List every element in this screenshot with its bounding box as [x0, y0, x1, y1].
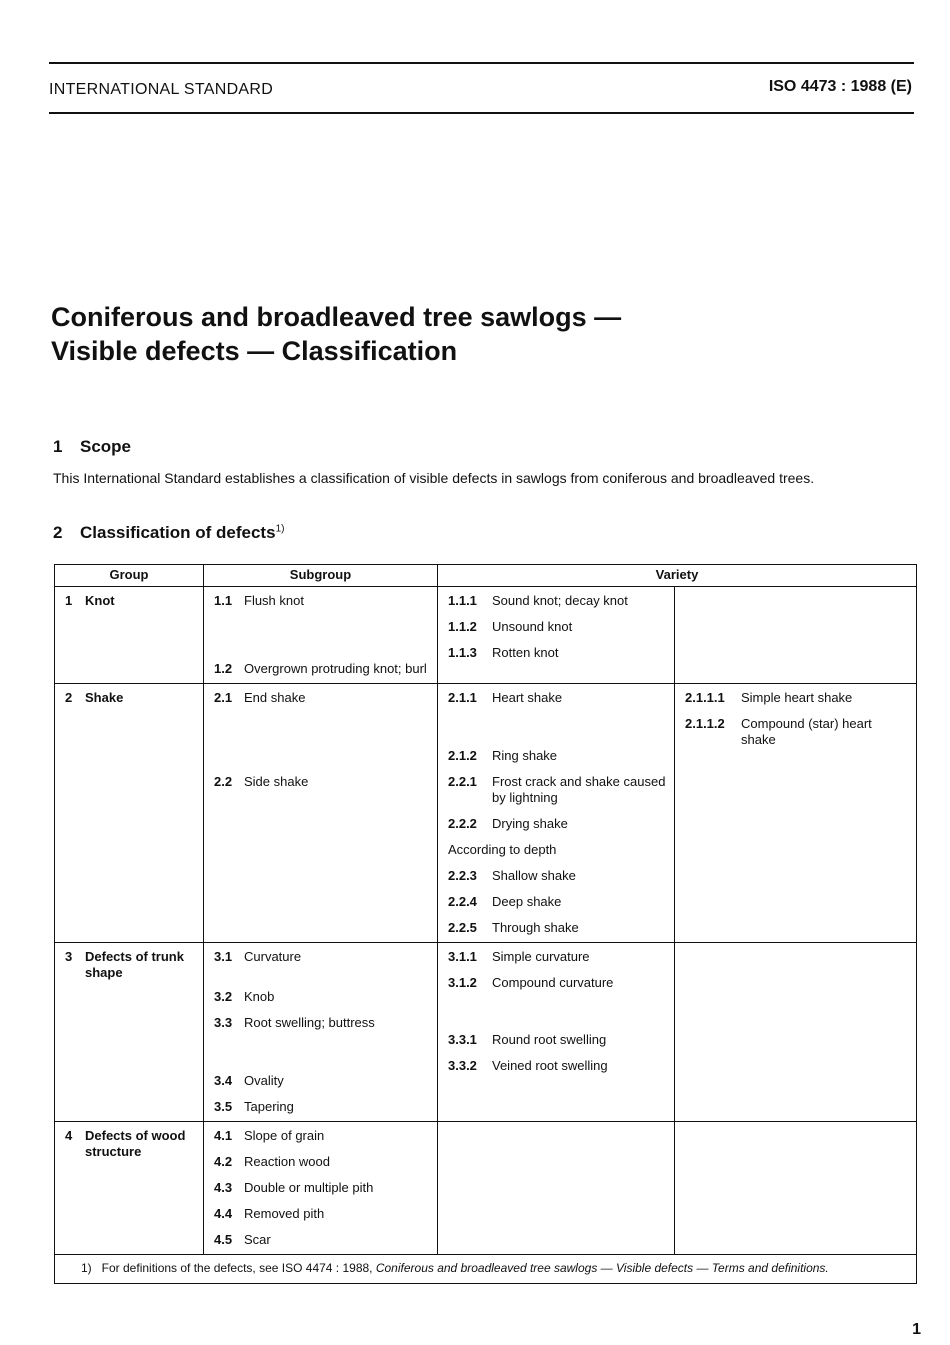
classification-title: Classification of defects: [80, 523, 276, 542]
list-item: 3.1 Curvature: [214, 949, 302, 964]
group-number: 1: [65, 593, 73, 608]
document-title: [51, 300, 621, 368]
list-item: 1.1.1 Sound knot; decay knot: [448, 593, 628, 608]
scope-title: Scope: [80, 437, 132, 456]
list-item: 3.1.2 Compound curvature: [448, 975, 614, 990]
header-subgroup: Subgroup: [204, 565, 438, 587]
table-row: [55, 943, 917, 1122]
list-item: 2.1.1 Heart shake: [448, 690, 563, 705]
title-line-1: Coniferous and broadleaved tree sawlogs —: [51, 302, 622, 332]
footnote: [55, 1255, 917, 1284]
variety-subcell: [675, 684, 917, 943]
list-item: 1.2 Overgrown protruding knot; burl: [214, 661, 427, 676]
page-number: 1: [912, 1321, 921, 1338]
list-item: 2.2 Side shake: [214, 774, 309, 789]
header-top-rule: [49, 62, 914, 64]
header-group: Group: [55, 565, 204, 587]
variety-subcell: [675, 943, 917, 1122]
list-item: 2.2.2 Drying shake: [448, 816, 568, 831]
footnote-text: For definitions of the defects, see ISO 4474 : 1988,: [101, 1261, 376, 1275]
title-line-2: Visible defects — Classification: [51, 336, 458, 366]
scope-heading: [53, 437, 131, 457]
list-item: 3.2 Knob: [214, 989, 275, 1004]
list-item: 3.1.1 Simple curvature: [448, 949, 590, 964]
list-item: 3.3.1 Round root swelling: [448, 1032, 607, 1047]
variety-subcell: [675, 1122, 917, 1255]
group-cell: 3 Defects of trunk shape: [55, 943, 204, 1122]
defects-table: [54, 564, 917, 1284]
list-item: 2.2.5 Through shake: [448, 920, 579, 935]
list-item: 4.1 Slope of grain: [214, 1128, 325, 1143]
header-bottom-rule: [49, 112, 914, 114]
header-variety: Variety: [438, 565, 917, 587]
list-item: 2.2.3 Shallow shake: [448, 868, 576, 883]
list-item: 4.3 Double or multiple pith: [214, 1180, 374, 1195]
list-item: 3.3 Root swelling; buttress: [214, 1015, 375, 1030]
list-item: 1.1 Flush knot: [214, 593, 304, 608]
list-item: 4.4 Removed pith: [214, 1206, 325, 1221]
table-row: [55, 1122, 917, 1255]
classification-number: 2: [53, 523, 63, 542]
subgroup-cell: [204, 587, 438, 684]
list-item: 2.1 End shake: [214, 690, 306, 705]
list-item: 4.5 Scar: [214, 1232, 271, 1247]
footnote-row: [55, 1255, 917, 1284]
depth-note: According to depth: [448, 842, 557, 857]
list-item: 1.1.2 Unsound knot: [448, 619, 573, 634]
scope-number: 1: [53, 437, 63, 456]
list-item: 3.5 Tapering: [214, 1099, 294, 1114]
subgroup-cell: [204, 1122, 438, 1255]
subgroup-cell: [204, 943, 438, 1122]
footnote-ref: 1): [275, 523, 285, 535]
header-standard-label: INTERNATIONAL STANDARD: [49, 81, 274, 98]
variety-subcell: [675, 587, 917, 684]
list-item: 3.3.2 Veined root swelling: [448, 1058, 608, 1073]
group-name: Knot: [85, 593, 115, 608]
list-item: 2.1.2 Ring shake: [448, 748, 558, 763]
footnote-reference-title: Coniferous and broadleaved tree sawlogs — Visible defects — Terms and definitions.: [375, 1261, 829, 1275]
footnote-mark: 1): [81, 1261, 92, 1275]
group-cell: 4 Defects of wood structure: [55, 1122, 204, 1255]
list-item: 1.1.3 Rotten knot: [448, 645, 559, 660]
list-item: 2.2.1 Frost crack and shake caused by lightning: [448, 774, 666, 805]
table-header-row: [55, 565, 917, 587]
list-item: 2.1.1.1 Simple heart shake: [685, 690, 853, 705]
table-row: [55, 684, 917, 943]
classification-heading: [53, 523, 284, 543]
list-item: 2.2.4 Deep shake: [448, 894, 562, 909]
subgroup-cell: [204, 684, 438, 943]
variety-cell: [438, 943, 675, 1122]
list-item: 3.4 Ovality: [214, 1073, 284, 1088]
group-cell: [55, 587, 204, 684]
table-row: [55, 587, 917, 684]
scope-paragraph: This International Standard establishes a classification of visible defects in sawlogs from coniferous and broadleaved trees.: [53, 470, 815, 486]
list-item: 4.2 Reaction wood: [214, 1154, 330, 1169]
list-item: 2.1.1.2 Compound (star) heart shake: [685, 716, 872, 747]
group-cell: 2 Shake: [55, 684, 204, 943]
variety-cell: [438, 684, 675, 943]
header-document-id: ISO 4473 : 1988 (E): [768, 78, 912, 95]
variety-cell: [438, 1122, 675, 1255]
variety-cell: [438, 587, 675, 684]
